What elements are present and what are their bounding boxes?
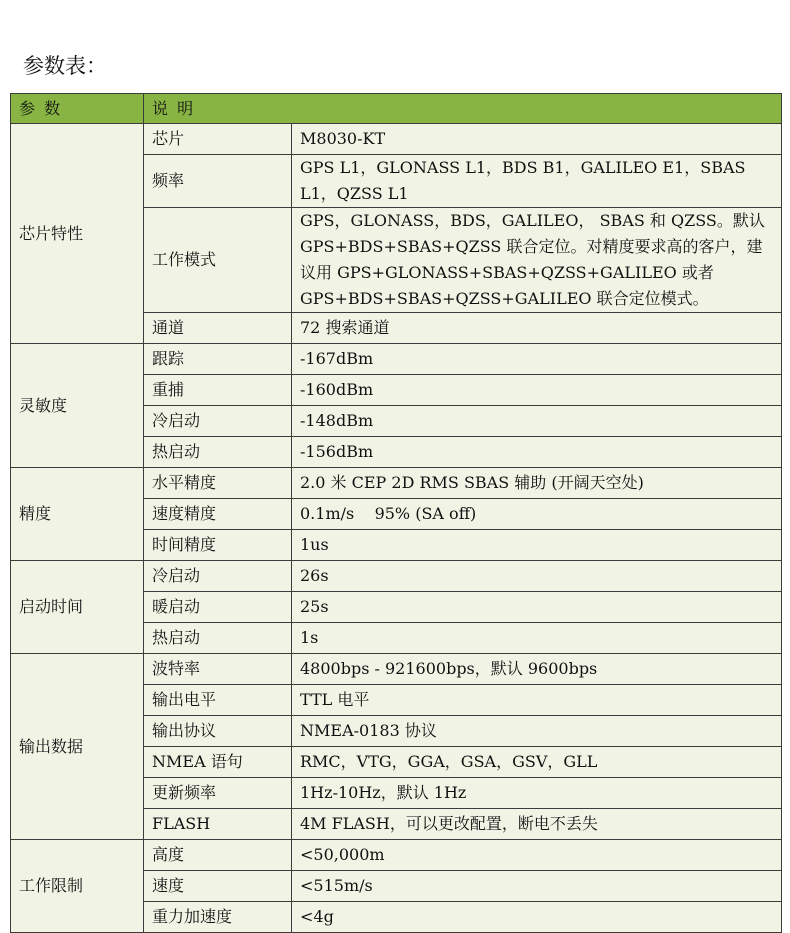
group-label: 精度 bbox=[11, 468, 144, 561]
param-value: 26s bbox=[292, 561, 782, 592]
param-value: GPS，GLONASS，BDS，GALILEO， SBAS 和 QZSS。默认 GPS+BDS+SBAS+QZSS 联合定位。对精度要求高的客户，建议用 GPS+GLONASS+SBAS+QZSS+GALILEO 或者 GPS+BDS+SBAS+QZSS+GALILEO 联合定位模式。 bbox=[292, 208, 782, 313]
param-value: GPS L1，GLONASS L1，BDS B1，GALILEO E1，SBAS L1，QZSS L1 bbox=[292, 155, 782, 208]
header-desc: 说 明 bbox=[144, 94, 782, 124]
param-value: 1us bbox=[292, 530, 782, 561]
param-value: 25s bbox=[292, 592, 782, 623]
param-value: -160dBm bbox=[292, 375, 782, 406]
table-header-row bbox=[11, 94, 782, 124]
group-label: 灵敏度 bbox=[11, 344, 144, 468]
param-name: 暖启动 bbox=[144, 592, 292, 623]
table-row bbox=[11, 561, 782, 592]
param-name: 热启动 bbox=[144, 437, 292, 468]
param-value: NMEA-0183 协议 bbox=[292, 716, 782, 747]
param-name: NMEA 语句 bbox=[144, 747, 292, 778]
group-label: 输出数据 bbox=[11, 654, 144, 840]
param-value: 72 搜索通道 bbox=[292, 313, 782, 344]
group-label: 工作限制 bbox=[11, 840, 144, 933]
param-value: <4g bbox=[292, 902, 782, 933]
param-name: 时间精度 bbox=[144, 530, 292, 561]
table-row bbox=[11, 840, 782, 871]
param-value: TTL 电平 bbox=[292, 685, 782, 716]
spec-table bbox=[10, 93, 782, 933]
param-name: 高度 bbox=[144, 840, 292, 871]
param-name: 更新频率 bbox=[144, 778, 292, 809]
page-title: 参数表： bbox=[23, 54, 107, 78]
param-name: FLASH bbox=[144, 809, 292, 840]
param-name: 频率 bbox=[144, 155, 292, 208]
param-value: 1Hz-10Hz，默认 1Hz bbox=[292, 778, 782, 809]
param-value: 4M FLASH，可以更改配置，断电不丢失 bbox=[292, 809, 782, 840]
table-row bbox=[11, 654, 782, 685]
param-name: 芯片 bbox=[144, 124, 292, 155]
param-name: 输出电平 bbox=[144, 685, 292, 716]
param-name: 输出协议 bbox=[144, 716, 292, 747]
param-value: 2.0 米 CEP 2D RMS SBAS 辅助 (开阔天空处) bbox=[292, 468, 782, 499]
param-value: 0.1m/s 95% (SA off) bbox=[292, 499, 782, 530]
param-name: 工作模式 bbox=[144, 208, 292, 313]
param-value: <50,000m bbox=[292, 840, 782, 871]
param-name: 通道 bbox=[144, 313, 292, 344]
table-row bbox=[11, 124, 782, 155]
table-row bbox=[11, 344, 782, 375]
param-name: 水平精度 bbox=[144, 468, 292, 499]
param-value: -148dBm bbox=[292, 406, 782, 437]
param-name: 速度 bbox=[144, 871, 292, 902]
param-value: <515m/s bbox=[292, 871, 782, 902]
group-label: 启动时间 bbox=[11, 561, 144, 654]
param-name: 波特率 bbox=[144, 654, 292, 685]
param-value: 4800bps - 921600bps，默认 9600bps bbox=[292, 654, 782, 685]
param-name: 重捕 bbox=[144, 375, 292, 406]
param-value: M8030-KT bbox=[292, 124, 782, 155]
param-name: 冷启动 bbox=[144, 406, 292, 437]
param-value: -167dBm bbox=[292, 344, 782, 375]
param-name: 热启动 bbox=[144, 623, 292, 654]
param-value: -156dBm bbox=[292, 437, 782, 468]
table-row bbox=[11, 468, 782, 499]
header-param: 参 数 bbox=[11, 94, 144, 124]
param-name: 跟踪 bbox=[144, 344, 292, 375]
param-value: RMC，VTG，GGA，GSA，GSV，GLL bbox=[292, 747, 782, 778]
param-name: 重力加速度 bbox=[144, 902, 292, 933]
param-value: 1s bbox=[292, 623, 782, 654]
group-label: 芯片特性 bbox=[11, 124, 144, 344]
param-name: 冷启动 bbox=[144, 561, 292, 592]
param-name: 速度精度 bbox=[144, 499, 292, 530]
